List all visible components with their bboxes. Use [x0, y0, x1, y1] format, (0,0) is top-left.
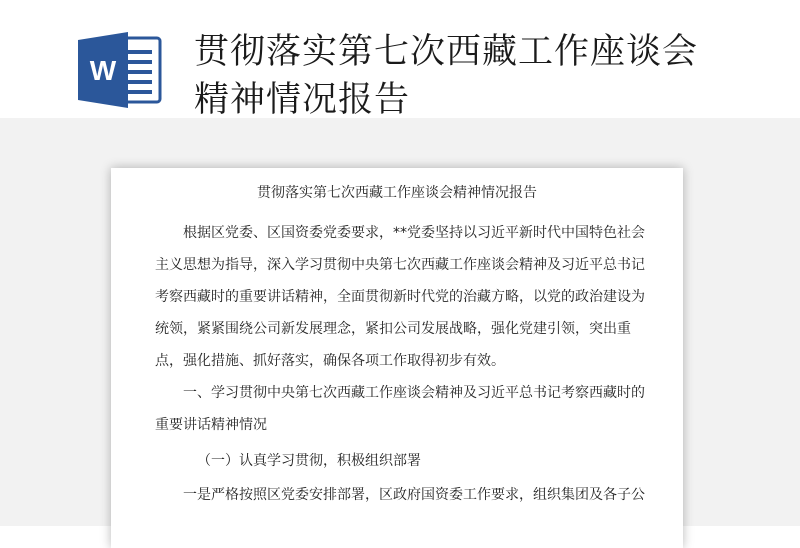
- word-icon-letter: W: [89, 55, 117, 86]
- paragraph-line: 主义思想为指导，深入学习贯彻中央第七次西藏工作座谈会精神及习近平总书记: [155, 257, 645, 273]
- paragraph-line: 一是严格按照区党委安排部署，区政府国资委工作要求，组织集团及各子公: [183, 487, 645, 503]
- section-heading-line: 重要讲话精神情况: [155, 417, 267, 433]
- page-title: [194, 28, 754, 124]
- document-page: [111, 168, 683, 548]
- word-icon: [74, 30, 166, 110]
- paragraph-line: 根据区党委、区国资委党委要求，**党委坚持以习近平新时代中国特色社会: [183, 225, 645, 241]
- subsection-heading: （一）认真学习贯彻，积极组织部署: [197, 453, 421, 469]
- paragraph-line: 点，强化措施、抓好落实，确保各项工作取得初步有效。: [155, 353, 505, 369]
- paragraph-line: 考察西藏时的重要讲话精神，全面贯彻新时代党的治藏方略，以党的政治建设为: [155, 289, 645, 305]
- document-title: 贯彻落实第七次西藏工作座谈会精神情况报告: [257, 185, 537, 201]
- page-title-line-2: 精神情况报告: [194, 80, 411, 120]
- paragraph-line: 统领，紧紧围绕公司新发展理念，紧扣公司发展战略，强化党建引领，突出重: [155, 321, 631, 337]
- section-heading-line: 一、学习贯彻中央第七次西藏工作座谈会精神及习近平总书记考察西藏时的: [183, 385, 645, 401]
- page-title-line-1: 贯彻落实第七次西藏工作座谈会: [194, 32, 699, 72]
